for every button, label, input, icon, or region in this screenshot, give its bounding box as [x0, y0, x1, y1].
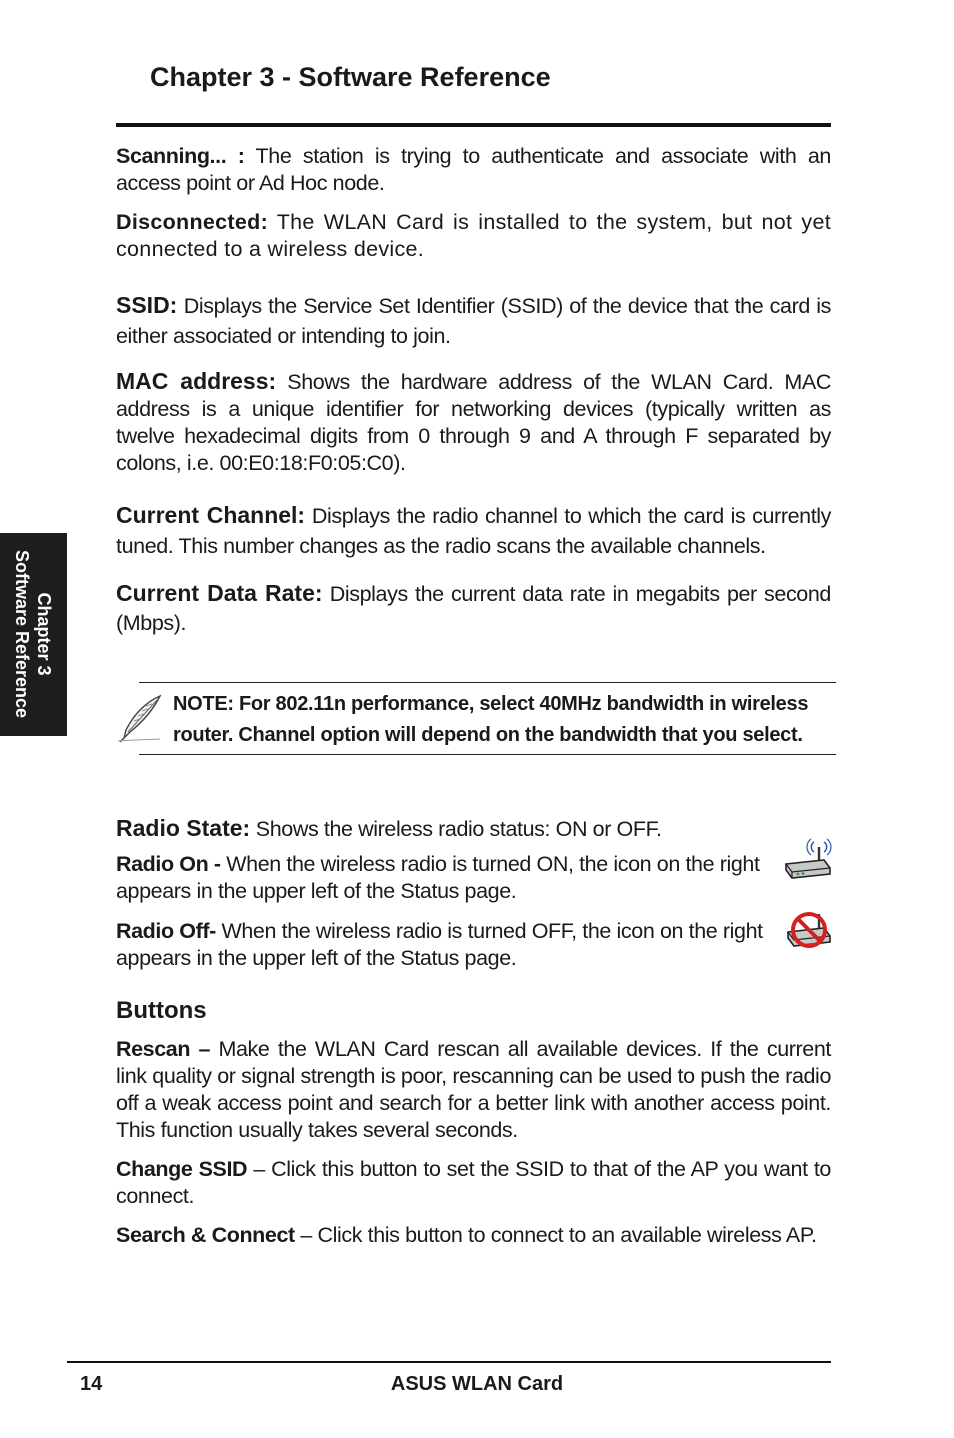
disconnected-item [116, 209, 831, 263]
chapter-title: Chapter 3 - Software Reference [150, 62, 551, 92]
radio-on-icon [784, 838, 832, 880]
radio-on-item [116, 851, 771, 905]
rescan-text: Make the WLAN Card rescan all available devices. If the current link quality or signal strength is poor, rescanning can be used to push the radio off a weak access point and search for a better link with another access point. This function usually takes several seconds. [116, 1037, 831, 1142]
rescan-item [116, 1036, 831, 1144]
note-bottom-rule [139, 754, 836, 755]
disconnected-term: Disconnected: [116, 210, 269, 234]
change-ssid-item [116, 1156, 831, 1210]
radio-off-term: Radio Off- [116, 919, 216, 943]
radio-state-item [116, 814, 831, 843]
change-ssid-term: Change SSID [116, 1157, 248, 1181]
ssid-term: SSID: [116, 292, 178, 318]
mac-address-text: Shows the hardware address of the WLAN Card. MAC address is a unique identifier for networking devices (typically written as twelve hexadecimal digits from 0 through 9 and A through F separated by colons, i.e. 00:E0:18:F0:05:C0). [116, 370, 831, 475]
change-ssid-text: – Click this button to set the SSID to that of the AP you want to connect. [116, 1157, 831, 1208]
current-data-rate-item [116, 579, 831, 638]
page-number: 14 [80, 1373, 103, 1395]
mac-address-item [116, 368, 831, 477]
note-text: NOTE: For 802.11n performance, select 40MHz bandwidth in wireless router. Channel option will depend on the bandwidth that you select. [173, 693, 809, 746]
search-connect-item [116, 1222, 831, 1249]
disconnected-text: The WLAN Card is installed to the system, but not yet connected to a wireless device. [116, 210, 831, 261]
note-top-rule [139, 682, 836, 683]
ssid-item [116, 290, 831, 351]
current-channel-text: Displays the radio channel to which the card is currently tuned. This number changes as the radio scans the available channels. [116, 504, 831, 558]
current-data-rate-text: Displays the current data rate in megabits per second (Mbps). [116, 582, 831, 635]
scanning-item [116, 143, 831, 197]
side-tab-line1: Chapter 3 [34, 592, 54, 676]
radio-state-text: Shows the wireless radio status: ON or OFF. [250, 817, 662, 841]
top-divider [116, 123, 831, 127]
side-tab-line2: Software Reference [12, 549, 32, 719]
scanning-term: Scanning... : [116, 144, 245, 168]
radio-off-item [116, 918, 776, 972]
rescan-term: Rescan – [116, 1037, 211, 1061]
radio-off-icon [786, 910, 832, 950]
buttons-heading: Buttons [116, 997, 207, 1024]
current-channel-term: Current Channel: [116, 502, 306, 528]
scanning-text: The station is trying to authenticate and associate with an access point or Ad Hoc node. [116, 144, 831, 195]
side-chapter-tab-label [11, 550, 55, 718]
current-channel-item [116, 500, 831, 561]
mac-address-term: MAC address: [116, 368, 277, 394]
current-data-rate-term: Current Data Rate: [116, 580, 323, 606]
radio-on-term: Radio On - [116, 852, 221, 876]
search-connect-term: Search & Connect [116, 1223, 295, 1247]
footer-title: ASUS WLAN Card [390, 1373, 564, 1395]
feather-pen-icon [116, 694, 164, 744]
ssid-text: Displays the Service Set Identifier (SSID) of the device that the card is either associated or intending to join. [116, 294, 831, 348]
footer-divider [67, 1361, 831, 1363]
radio-on-text: When the wireless radio is turned ON, the icon on the right appears in the upper left of the Status page. [116, 852, 760, 903]
search-connect-text: – Click this button to connect to an available wireless AP. [294, 1223, 817, 1247]
radio-state-term: Radio State: [116, 815, 251, 841]
radio-off-text: When the wireless radio is turned OFF, the icon on the right appears in the upper left of the Status page. [116, 919, 763, 970]
